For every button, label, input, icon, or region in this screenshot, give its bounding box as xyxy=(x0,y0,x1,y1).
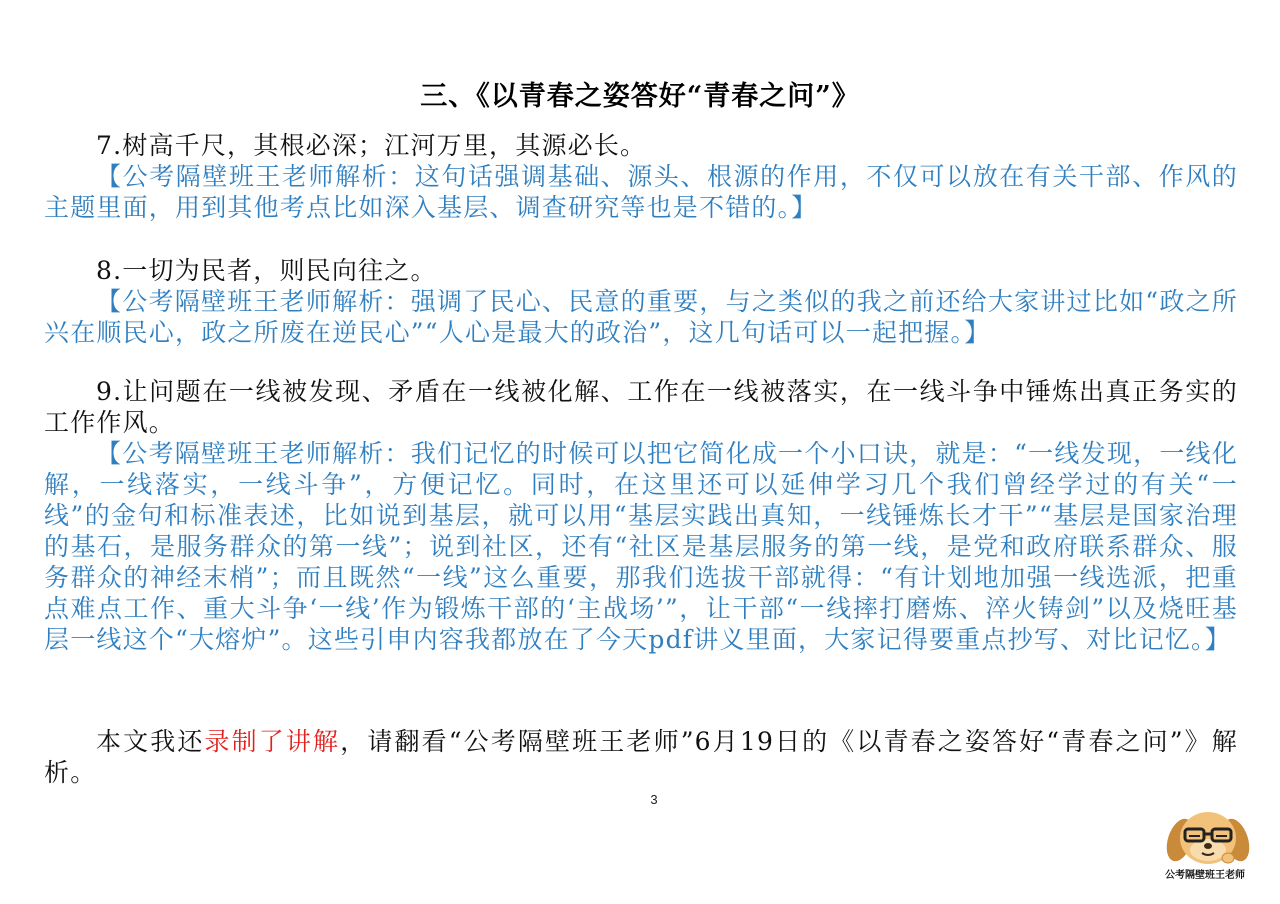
cartoon-dog-with-glasses-icon xyxy=(1158,800,1258,900)
footer-note-text xyxy=(44,726,1238,788)
footer-note xyxy=(44,726,1238,788)
footer-note-highlight: 录制了讲解 xyxy=(204,727,341,756)
footer-note-before: 本文我还 xyxy=(96,727,205,756)
quote-7: 7.树高千尺，其根必深；江河万里，其源必长。 xyxy=(96,131,647,160)
analysis-8: 【公考隔壁班王老师解析：强调了民心、民意的重要，与之类似的我之前还给大家讲过比如“政之所兴在顺民心，政之所废在逆民心”“人心是最大的政治”，这几句话可以一起把握。】 xyxy=(44,287,1238,347)
analysis-7: 【公考隔壁班王老师解析：这句话强调基础、源头、根源的作用，不仅可以放在有关干部、作风的主题里面，用到其他考点比如深入基层、调查研究等也是不错的。】 xyxy=(44,162,1238,222)
quote-8: 8.一切为民者，则民向往之。 xyxy=(96,256,437,285)
item-8 xyxy=(44,255,1238,348)
analysis-9: 【公考隔壁班王老师解析：我们记忆的时候可以把它简化成一个小口诀，就是：“一线发现，一线化解，一线落实，一线斗争”，方便记忆。同时，在这里还可以延伸学习几个我们曾经学过的有关“一线”的金句和标准表述，比如说到基层，就可以用“基层实践出真知，一线锤炼长才干”“基层是国家治理的基石，是服务群众的第一线”；说到社区，还有“社区是基层服务的第一线，是党和政府联系群众、服务群众的神经末梢”；而且既然“一线”这么重要，那我们选拔干部就得：“有计划地加强一线选派，把重点难点工作、重大斗争‘一线’作为锻炼干部的‘主战场’”，让干部“一线摔打磨炼、淬火铸剑”以及烧旺基层一线这个“大熔炉”。这些引申内容我都放在了今天pdf讲义里面，大家记得要重点抄写、对比记忆。】 xyxy=(44,439,1238,654)
item-7 xyxy=(44,130,1238,223)
watermark-text: 公考隔壁班王老师 xyxy=(1165,870,1245,881)
item-9 xyxy=(44,376,1238,655)
quote-9: 9.让问题在一线被发现、矛盾在一线被化解、工作在一线被落实，在一线斗争中锤炼出真正务实的工作作风。 xyxy=(44,377,1238,437)
section-title: 三、《以青春之姿答好“青春之问”》 xyxy=(420,81,860,112)
footer-note-after: ，请翻看“公考隔壁班王老师”6月19日的《以青春之姿答好“青春之问”》解析。 xyxy=(44,727,1238,787)
page-number: 3 xyxy=(650,792,658,807)
